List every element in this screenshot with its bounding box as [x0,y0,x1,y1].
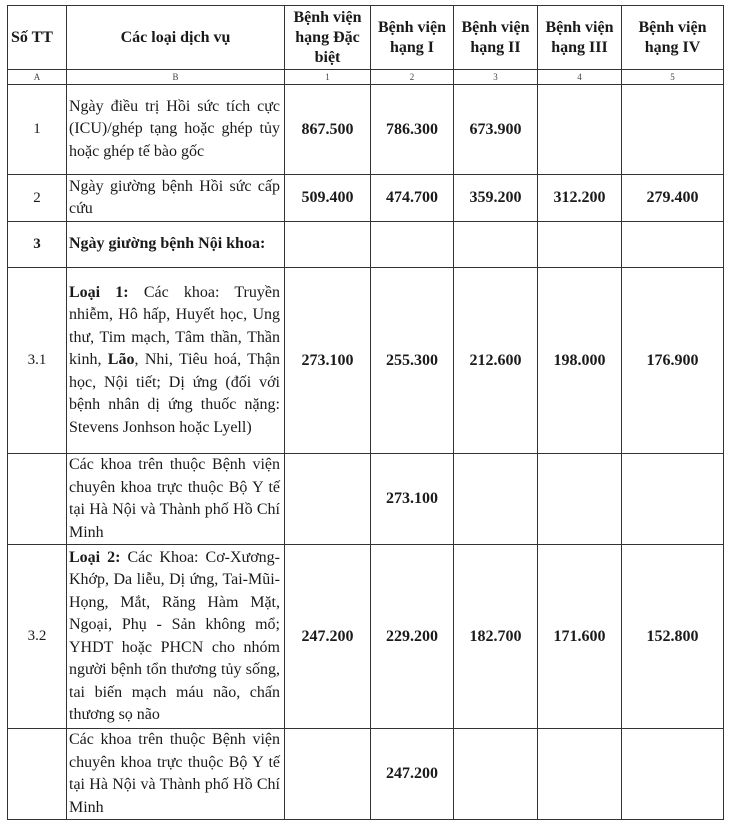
index-cell: 3 [454,70,538,85]
description-text: , Nhi, Tiêu hoá, Thận học, Nội tiết; Dị ứng (đối với bệnh nhân dị ứng thuốc nặng: Stevens Jonhson hoặc Lyell) [69,351,280,436]
header-stt: Số TT [8,6,67,70]
service-description: Các khoa trên thuộc Bệnh viện chuyên khoa trực thuộc Bộ Y tế tại Hà Nội và Thành phố Hồ Chí Minh [67,454,285,545]
category-label: Loại 1: [69,283,129,301]
price-class-3 [538,729,622,820]
price-class-3 [538,85,622,175]
price-class-2: 359.200 [454,175,538,222]
table-row [8,85,724,175]
price-class-1: 229.200 [371,545,454,729]
row-number: 3.1 [8,268,67,454]
header-hospital-1: Bệnh viện hạng I [371,6,454,70]
price-class-4 [622,454,724,545]
price-class-4 [622,222,724,268]
row-number: 1 [8,85,67,175]
service-description: Các khoa trên thuộc Bệnh viện chuyên khoa trực thuộc Bộ Y tế tại Hà Nội và Thành phố Hồ Chí Minh [67,729,285,820]
row-number [8,729,67,820]
price-special: 509.400 [285,175,371,222]
description-bold-text: Lão [107,351,135,369]
table-row [8,454,724,545]
header-hospital-4: Bệnh viện hạng IV [622,6,724,70]
description-text: Các Khoa: Cơ-Xương-Khớp, Da liễu, Dị ứng, Tai-Mũi-Họng, Mắt, Răng Hàm Mặt, Ngoại, Phụ - Sản không mổ; YHDT hoặc PHCN cho nhóm người bệnh tổn thương tủy sống, tai biến mạch máu não, chấn thương sọ não [69,548,280,723]
price-class-4: 279.400 [622,175,724,222]
service-description: Ngày điều trị Hồi sức tích cực (ICU)/ghép tạng hoặc ghép tủy hoặc ghép tế bào gốc [67,85,285,175]
price-class-3 [538,222,622,268]
price-class-1: 474.700 [371,175,454,222]
category-label: Loại 2: [69,548,121,566]
table-row [8,175,724,222]
index-cell: 5 [622,70,724,85]
price-special: 867.500 [285,85,371,175]
row-number [8,454,67,545]
service-description [67,545,285,729]
price-class-1: 786.300 [371,85,454,175]
index-cell: 2 [371,70,454,85]
price-class-1: 273.100 [371,454,454,545]
price-class-2: 182.700 [454,545,538,729]
price-class-4 [622,729,724,820]
price-class-4: 176.900 [622,268,724,454]
table-row [8,545,724,729]
price-class-2: 212.600 [454,268,538,454]
price-special: 273.100 [285,268,371,454]
table-row [8,268,724,454]
price-special [285,222,371,268]
price-special [285,729,371,820]
index-cell: A [8,70,67,85]
price-class-2 [454,222,538,268]
price-class-1: 255.300 [371,268,454,454]
price-class-4: 152.800 [622,545,724,729]
price-class-3: 171.600 [538,545,622,729]
row-number: 3 [8,222,67,268]
price-class-2: 673.900 [454,85,538,175]
table-row [8,222,724,268]
index-cell: B [67,70,285,85]
row-number: 3.2 [8,545,67,729]
header-hospital-special: Bệnh viện hạng Đặc biệt [285,6,371,70]
price-class-1: 247.200 [371,729,454,820]
price-class-2 [454,454,538,545]
service-description: Ngày giường bệnh Hồi sức cấp cứu [67,175,285,222]
price-special [285,454,371,545]
column-index-row [8,70,724,85]
header-service: Các loại dịch vụ [67,6,285,70]
price-class-3 [538,454,622,545]
header-hospital-3: Bệnh viện hạng III [538,6,622,70]
price-class-4 [622,85,724,175]
price-class-3: 198.000 [538,268,622,454]
price-table [7,5,724,820]
table-row [8,729,724,820]
price-class-3: 312.200 [538,175,622,222]
header-hospital-2: Bệnh viện hạng II [454,6,538,70]
row-number: 2 [8,175,67,222]
price-special: 247.200 [285,545,371,729]
header-row [8,6,724,70]
service-description [67,268,285,454]
service-description: Ngày giường bệnh Nội khoa: [67,222,285,268]
price-class-1 [371,222,454,268]
price-class-2 [454,729,538,820]
index-cell: 4 [538,70,622,85]
index-cell: 1 [285,70,371,85]
description-text: Các khoa: Truyền nhiễm, Hô hấp, Huyết học, Ung thư, Tim mạch, Tâm thần, Thần kinh, [69,283,280,369]
